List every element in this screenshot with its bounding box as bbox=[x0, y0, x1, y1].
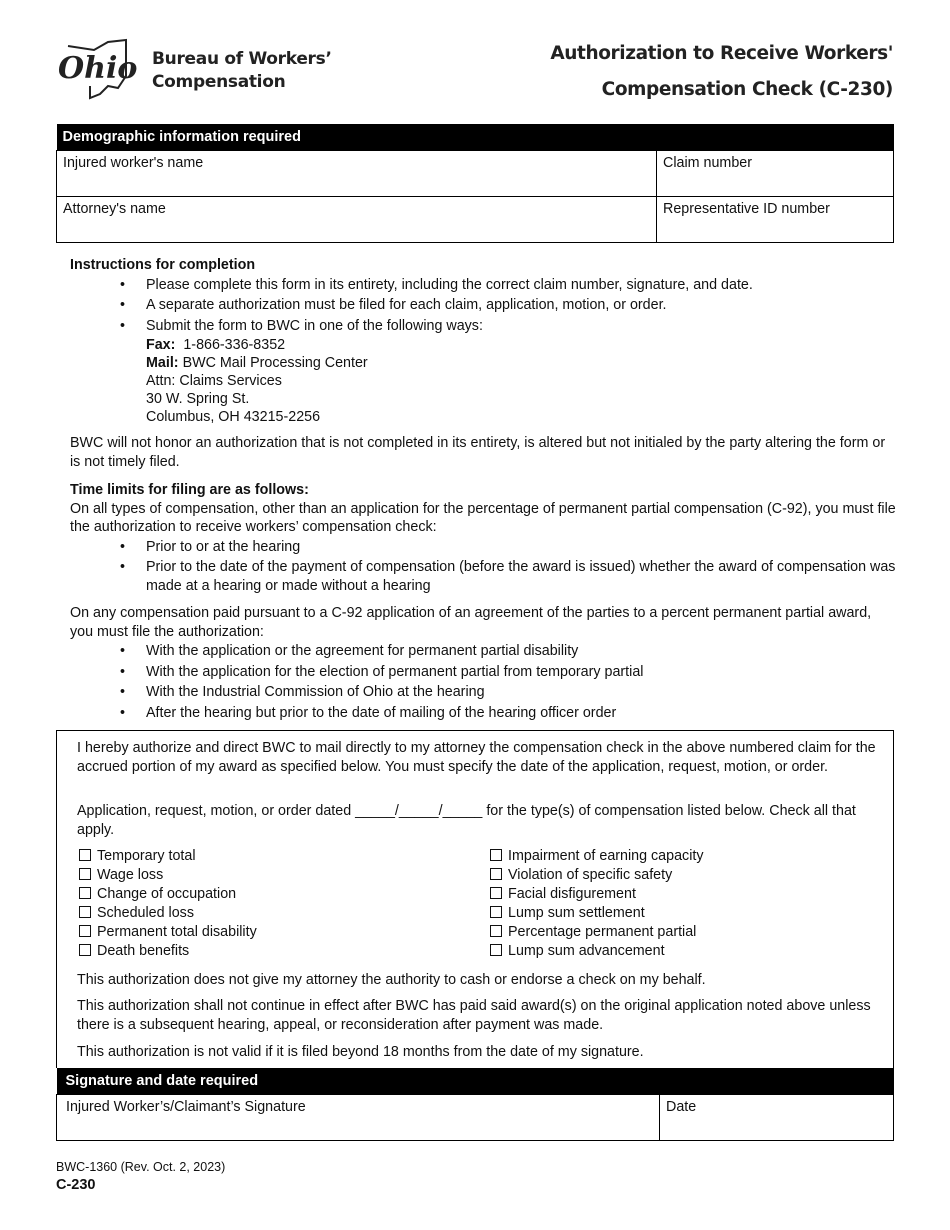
ohio-logo bbox=[56, 36, 148, 102]
mail-line: Columbus, OH 43215-2256 bbox=[146, 409, 321, 425]
right-checkbox-column bbox=[490, 847, 704, 961]
time-limit-item: • With the Industrial Commission of Ohio at the hearing bbox=[56, 682, 896, 703]
checkbox-label: Scheduled loss bbox=[97, 905, 194, 921]
attorney-name-field[interactable] bbox=[57, 197, 657, 243]
fax-label: Fax: bbox=[146, 337, 176, 353]
checkbox-icon[interactable] bbox=[79, 925, 91, 937]
org-line-1: Bureau of Workers’ bbox=[152, 49, 332, 69]
instruction-item: • A separate authorization must be filed for each claim, application, motion, or order. bbox=[56, 295, 896, 316]
checkbox-temporary-total[interactable] bbox=[79, 847, 257, 866]
title-line-2: Compensation Check (C-230) bbox=[601, 79, 893, 100]
checkbox-lump-sum-settlement[interactable] bbox=[490, 904, 704, 923]
checkbox-icon[interactable] bbox=[490, 849, 502, 861]
checkbox-death-benefits[interactable] bbox=[79, 942, 257, 961]
field-label: Representative ID number bbox=[663, 201, 830, 217]
checkbox-label: Lump sum settlement bbox=[508, 905, 645, 921]
checkbox-icon[interactable] bbox=[490, 906, 502, 918]
time-limits-intro-2: On any compensation paid pursuant to a C-92 application of an agreement of the parties to a percent permanent partial award, you must file the authorization: bbox=[70, 605, 872, 640]
checkbox-label: Impairment of earning capacity bbox=[508, 848, 704, 864]
checkbox-lump-sum-advancement[interactable] bbox=[490, 942, 704, 961]
fax-number: 1-866-336-8352 bbox=[183, 337, 286, 353]
checkbox-icon[interactable] bbox=[79, 906, 91, 918]
representative-id-field[interactable] bbox=[657, 197, 894, 243]
checkbox-label: Violation of specific safety bbox=[508, 867, 673, 883]
mail-label: Mail: bbox=[146, 355, 179, 371]
org-name bbox=[152, 48, 332, 94]
checkbox-permanent-total-disability[interactable] bbox=[79, 923, 257, 942]
mail-line: BWC Mail Processing Center bbox=[182, 355, 368, 371]
checkbox-icon[interactable] bbox=[490, 887, 502, 899]
checkbox-change-of-occupation[interactable] bbox=[79, 885, 257, 904]
checkbox-label: Death benefits bbox=[97, 943, 190, 959]
checkbox-violation-of-specific-safety[interactable] bbox=[490, 866, 704, 885]
demographic-table bbox=[56, 124, 894, 243]
checkbox-icon[interactable] bbox=[490, 944, 502, 956]
checkbox-icon[interactable] bbox=[490, 925, 502, 937]
authorization-note: This authorization does not give my attorney the authority to cash or endorse a check on my behalf. bbox=[77, 972, 706, 988]
time-limit-item: • Prior to the date of the payment of compensation (before the award is issued) whether the award of compensation was made at a hearing or made without a hearing bbox=[56, 558, 896, 595]
time-limit-item: • Prior to or at the hearing bbox=[56, 537, 896, 558]
claim-number-field[interactable] bbox=[657, 151, 894, 197]
date-field[interactable] bbox=[660, 1095, 894, 1141]
field-label: Attorney's name bbox=[63, 201, 166, 217]
checkbox-label: Facial disfigurement bbox=[508, 886, 636, 902]
signature-table bbox=[56, 1068, 894, 1141]
form-revision: BWC-1360 (Rev. Oct. 2, 2023) bbox=[56, 1160, 226, 1174]
time-limit-item: • With the application or the agreement for permanent partial disability bbox=[56, 641, 896, 662]
honor-note: BWC will not honor an authorization that is not completed in its entirety, is altered but not initialed by the party altering the form or is not timely filed. bbox=[70, 435, 886, 470]
instruction-item: • Please complete this form in its entirety, including the correct claim number, signature, and date. bbox=[56, 275, 896, 296]
checkbox-label: Temporary total bbox=[97, 848, 196, 864]
field-label: Injured worker's name bbox=[63, 155, 204, 171]
instruction-item: • Submit the form to BWC in one of the following ways: bbox=[56, 316, 896, 337]
left-checkbox-column bbox=[79, 847, 257, 961]
checkbox-label: Lump sum advancement bbox=[508, 943, 665, 959]
checkbox-icon[interactable] bbox=[79, 868, 91, 880]
mail-line: 30 W. Spring St. bbox=[146, 391, 250, 407]
time-limits-intro: On all types of compensation, other than an application for the percentage of permanent partial compensation (C-92), you must file the authorization to receive workers’ compensation check: bbox=[70, 500, 896, 535]
signature-heading: Signature and date required bbox=[57, 1068, 894, 1095]
checkbox-wage-loss[interactable] bbox=[79, 866, 257, 885]
org-line-2: Compensation bbox=[152, 72, 286, 92]
authorization-note: This authorization shall not continue in effect after BWC has paid said award(s) on the original application noted above unless there is a subsequent hearing, appeal, or reconsideration after payment was made. bbox=[77, 998, 871, 1033]
signature-field[interactable] bbox=[57, 1095, 660, 1141]
checkbox-percentage-permanent-partial[interactable] bbox=[490, 923, 704, 942]
checkbox-icon[interactable] bbox=[79, 849, 91, 861]
time-limits-heading: Time limits for filing are as follows: bbox=[70, 482, 309, 498]
checkbox-icon[interactable] bbox=[490, 868, 502, 880]
demographic-heading: Demographic information required bbox=[57, 124, 894, 151]
checkbox-impairment-of-earning-capacity[interactable] bbox=[490, 847, 704, 866]
injured-worker-name-field[interactable] bbox=[57, 151, 657, 197]
form-code: C-230 bbox=[56, 1177, 96, 1193]
date-line[interactable]: Application, request, motion, or order dated _____/_____/_____ for the type(s) of compensation listed below. Check all that apply. bbox=[77, 803, 856, 838]
checkbox-scheduled-loss[interactable] bbox=[79, 904, 257, 923]
svg-text:Ohio: Ohio bbox=[58, 51, 138, 86]
form-title bbox=[550, 36, 893, 108]
authorization-box bbox=[56, 730, 894, 1068]
checkbox-label: Permanent total disability bbox=[97, 924, 257, 940]
authorization-note: This authorization is not valid if it is filed beyond 18 months from the date of my signature. bbox=[77, 1044, 644, 1060]
time-limit-item: • After the hearing but prior to the date of mailing of the hearing officer order bbox=[56, 703, 896, 724]
title-line-1: Authorization to Receive Workers' bbox=[550, 43, 893, 64]
checkbox-label: Change of occupation bbox=[97, 886, 237, 902]
submission-methods bbox=[56, 336, 896, 426]
field-label: Claim number bbox=[663, 155, 752, 171]
checkbox-icon[interactable] bbox=[79, 944, 91, 956]
field-label: Injured Worker’s/Claimant’s Signature bbox=[66, 1099, 306, 1115]
field-label: Date bbox=[666, 1099, 697, 1115]
checkbox-label: Percentage permanent partial bbox=[508, 924, 697, 940]
checkbox-icon[interactable] bbox=[79, 887, 91, 899]
instructions-section bbox=[56, 256, 896, 723]
authorization-statement: I hereby authorize and direct BWC to mail directly to my attorney the compensation check in the above numbered claim for the accrued portion of my award as specified below. You must specify the date of the application, request, motion, or order. bbox=[77, 740, 876, 775]
time-limit-item: • With the application for the election of permanent partial from temporary partial bbox=[56, 662, 896, 683]
instructions-heading: Instructions for completion bbox=[70, 257, 256, 273]
checkbox-facial-disfigurement[interactable] bbox=[490, 885, 704, 904]
checkbox-label: Wage loss bbox=[97, 867, 164, 883]
mail-line: Attn: Claims Services bbox=[146, 373, 282, 389]
